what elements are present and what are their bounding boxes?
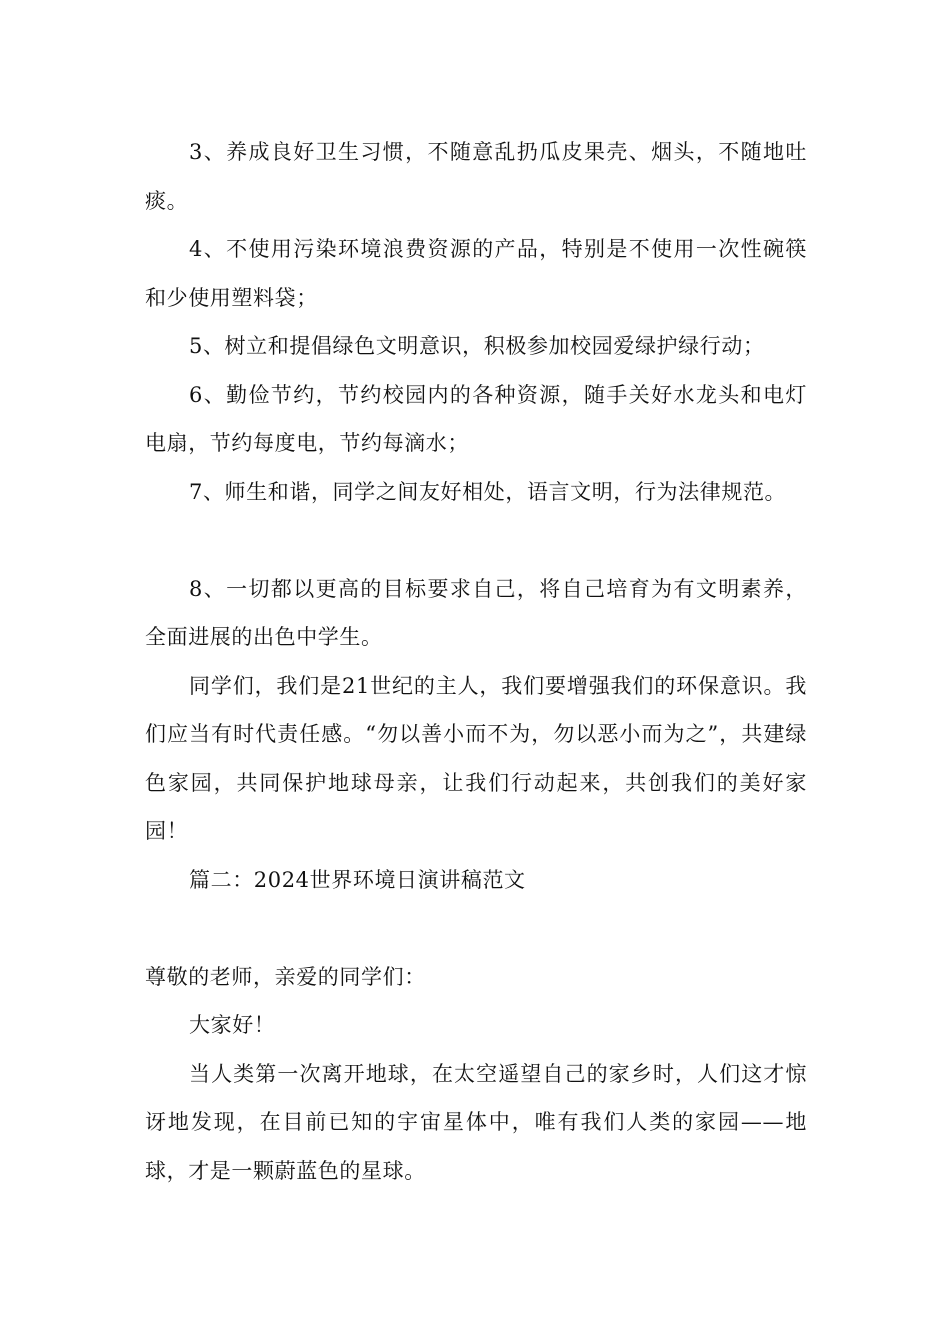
- paragraph-item-5: 5、树立和提倡绿色文明意识，积极参加校园爱绿护绿行动；: [189, 334, 765, 358]
- section-heading: 篇二：2024世界环境日演讲稿范文: [189, 867, 526, 892]
- paragraph-item-3: 3、养成良好卫生习惯，不随意乱扔瓜皮果壳、烟头，不随地吐痰。: [145, 140, 807, 213]
- blank-line: [145, 904, 807, 953]
- greeting: 大家好！: [189, 1013, 276, 1037]
- blank-line: [145, 516, 807, 565]
- paragraph-item-6: 6、勤俭节约，节约校园内的各种资源，随手关好水龙头和电灯电扇，节约每度电，节约每滴水；: [145, 382, 807, 455]
- paragraph-opening: 当人类第一次离开地球，在太空遥望自己的家乡时，人们这才惊讶地发现，在目前已知的宇宙星体中，唯有我们人类的家园——地球，才是一颗蔚蓝色的星球。: [145, 1061, 807, 1183]
- paragraph-item-4: 4、不使用污染环境浪费资源的产品，特别是不使用一次性碗筷和少使用塑料袋；: [145, 237, 807, 310]
- paragraph-item-7: 7、师生和谐，同学之间友好相处，语言文明，行为法律规范。: [189, 479, 787, 504]
- paragraph-closing-appeal: 同学们，我们是21世纪的主人，我们要增强我们的环保意识。我们应当有时代责任感。“勿以善小而不为，勿以恶小而为之”，共建绿色家园，共同保护地球母亲，让我们行动起来，共创我们的美好家园！: [145, 673, 807, 843]
- document-body: [145, 128, 807, 1195]
- salutation: 尊敬的老师，亲爱的同学们：: [145, 964, 426, 989]
- paragraph-item-8: 8、一切都以更高的目标要求自己，将自己培育为有文明素养，全面进展的出色中学生。: [145, 576, 807, 649]
